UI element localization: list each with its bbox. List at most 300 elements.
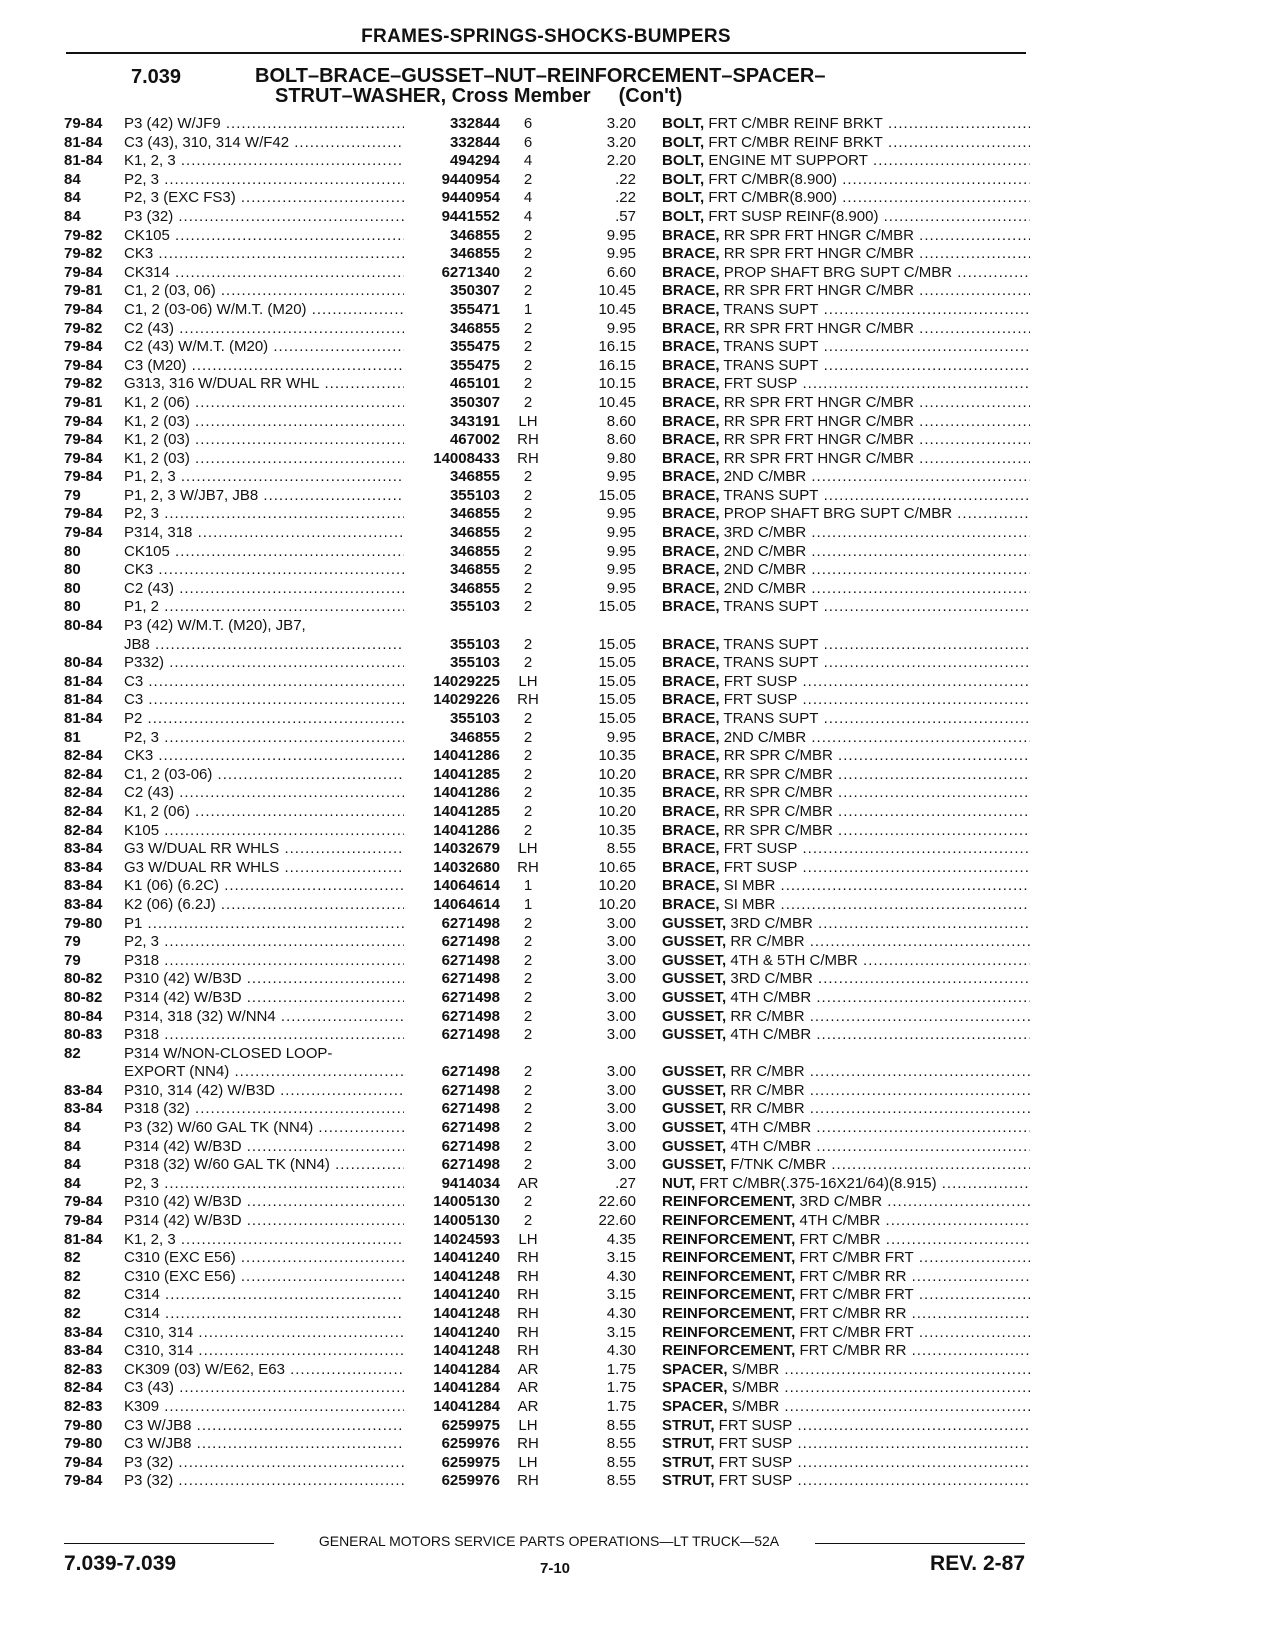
row-years: 79-84 [64,115,103,132]
row-years: 82-84 [64,802,103,820]
row-part-detail: 4TH C/MBR [730,1026,812,1044]
row-part-name: BOLT, [662,207,705,225]
row-application: P2 ..... [124,710,404,729]
row-application: C310 (EXC E56) ..... [124,1268,404,1287]
row-years: 80 [64,598,81,616]
row-years: 82-84 [64,765,103,783]
row-description [662,189,1030,208]
row-part-name: GUSSET, [662,1063,727,1081]
row-price: 8.55 [606,840,636,858]
row-years: 82-84 [64,747,103,765]
row-part-number: 14041240 [433,1249,500,1267]
row-part-detail: TRANS SUPT [723,654,819,672]
row-application: P2, 3 (EXC FS3) ..... [124,189,404,208]
row-part-number: 9441552 [441,207,500,225]
row-years: 83-84 [64,1100,103,1118]
row-description [662,1342,1030,1361]
part-row [0,264,1280,283]
row-quantity: 2 [523,654,533,672]
row-description [662,394,1030,413]
row-part-number: 346855 [449,561,500,579]
row-application: CK105 ..... [124,543,404,562]
row-part-name: BRACE, [662,561,720,579]
row-quantity: 6 [523,133,533,151]
row-application: P314 W/NON-CLOSED LOOP- [124,1044,333,1062]
row-description [662,1231,1030,1250]
row-part-name: BRACE, [662,356,720,374]
row-price: 4.35 [606,1230,636,1248]
row-application: P314 (42) W/B3D ..... [124,1212,404,1231]
row-years: 80-84 [64,654,103,672]
row-application: K1, 2 (03) ..... [124,413,404,432]
row-part-detail: FRT SUSP [723,375,798,393]
row-price: 1.75 [606,1360,636,1378]
row-description [662,673,1030,692]
part-row [0,1138,1280,1157]
row-part-detail: 4TH C/MBR [730,1137,812,1155]
row-quantity: LH [518,1453,538,1471]
row-description [662,1305,1030,1324]
row-quantity: 2 [523,784,533,802]
row-price: 15.05 [598,654,636,672]
row-price: 9.80 [606,449,636,467]
part-row [0,1100,1280,1119]
row-years: 82-83 [64,1360,103,1378]
row-part-name: REINFORCEMENT, [662,1267,796,1285]
part-row [0,524,1280,543]
row-description [662,1119,1030,1138]
row-application: K1, 2 (06) ..... [124,394,404,413]
row-price: 9.95 [606,245,636,263]
row-part-detail: 2ND C/MBR [723,579,807,597]
row-quantity: 2 [523,635,533,653]
row-part-name: BRACE, [662,858,720,876]
row-application: K1, 2 (03) ..... [124,450,404,469]
row-quantity: RH [517,1267,539,1285]
row-part-number: 14064614 [433,895,500,913]
part-row [0,487,1280,506]
row-part-number: 355103 [449,654,500,672]
row-application: P1, 2, 3 ..... [124,468,404,487]
row-application: K309 ..... [124,1398,404,1417]
row-part-detail: 3RD C/MBR [730,970,813,988]
row-description [662,468,1030,487]
row-part-detail: FRT C/MBR FRT [799,1286,914,1304]
row-part-number: 350307 [449,282,500,300]
row-price: 3.00 [606,988,636,1006]
row-price: 9.95 [606,524,636,542]
row-price: 15.05 [598,691,636,709]
row-part-number: 346855 [449,226,500,244]
row-application: G3 W/DUAL RR WHLS ..... [124,840,404,859]
row-quantity: 2 [523,951,533,969]
row-part-detail: 4TH & 5TH C/MBR [730,951,858,969]
row-quantity: 2 [523,765,533,783]
part-row [0,933,1280,952]
row-application: C2 (43) ..... [124,320,404,339]
row-application: P318 (32) ..... [124,1100,404,1119]
row-part-detail: FRT SUSP [723,691,798,709]
part-row [0,729,1280,748]
row-description [662,301,1030,320]
part-row [0,338,1280,357]
row-application: P1 ..... [124,915,404,934]
row-application: C314 ..... [124,1305,404,1324]
row-part-detail: TRANS SUPT [723,338,819,356]
row-years: 81-84 [64,691,103,709]
part-row [0,952,1280,971]
row-quantity: LH [518,672,538,690]
row-years: 79 [64,486,81,504]
row-application: P314 (42) W/B3D ..... [124,989,404,1008]
part-row [0,617,1280,636]
row-quantity: 2 [523,970,533,988]
row-part-name: BRACE, [662,784,720,802]
part-row [0,450,1280,469]
row-part-number: 9440954 [441,170,500,188]
row-part-number: 6271498 [441,1119,500,1137]
row-part-name: GUSSET, [662,1081,727,1099]
row-price: 3.15 [606,1323,636,1341]
row-years: 79-82 [64,319,103,337]
row-description [662,1193,1030,1212]
row-part-name: BRACE, [662,765,720,783]
part-row [0,1175,1280,1194]
row-part-number: 6271498 [441,1026,500,1044]
row-part-detail: FRT C/MBR REINF BRKT [708,115,883,132]
row-part-detail: RR SPR FRT HNGR C/MBR [723,245,914,263]
part-row [0,301,1280,320]
row-quantity: 2 [523,579,533,597]
row-quantity: RH [517,1435,539,1453]
row-part-name: BRACE, [662,300,720,318]
row-description [662,320,1030,339]
row-part-name: REINFORCEMENT, [662,1342,796,1360]
row-part-detail: TRANS SUPT [723,356,819,374]
row-years: 84 [64,170,81,188]
row-application: CK3 ..... [124,561,404,580]
row-quantity: 2 [523,375,533,393]
row-quantity: 1 [523,895,533,913]
row-years: 82 [64,1286,81,1304]
row-part-detail: RR SPR FRT HNGR C/MBR [723,282,914,300]
row-application: P332) ..... [124,654,404,673]
row-quantity: 2 [523,1137,533,1155]
row-part-number: 355471 [449,300,500,318]
row-part-detail: FRT C/MBR FRT [799,1249,914,1267]
row-price: 10.20 [598,802,636,820]
row-quantity: 2 [523,802,533,820]
part-row [0,208,1280,227]
row-quantity: LH [518,1230,538,1248]
row-description [662,1268,1030,1287]
row-quantity: 2 [523,561,533,579]
row-application: C3 W/JB8 ..... [124,1435,404,1454]
part-row [0,598,1280,617]
row-part-detail: RR C/MBR [730,1007,805,1025]
row-part-name: BRACE, [662,728,720,746]
row-description [662,952,1030,971]
part-row [0,1082,1280,1101]
row-description [662,1100,1030,1119]
row-part-name: BRACE, [662,710,720,727]
row-part-number: 14041286 [433,747,500,765]
row-years: 84 [64,207,81,225]
row-price: 10.35 [598,784,636,802]
row-years: 81-84 [64,672,103,690]
row-application: CK3 ..... [124,245,404,264]
row-part-number: 346855 [449,524,500,542]
row-application: C1, 2 (03-06) W/M.T. (M20) ..... [124,301,404,320]
row-application: K1, 2 (03) ..... [124,431,404,450]
row-quantity: 2 [523,1081,533,1099]
row-part-detail: FRT C/MBR FRT [799,1323,914,1341]
part-row [0,115,1280,134]
row-part-name: BRACE, [662,245,720,263]
row-description [662,1063,1030,1082]
row-part-number: 14041284 [433,1379,500,1397]
row-quantity: 2 [523,486,533,504]
section-title-line2 [255,86,825,106]
row-years: 79 [64,933,81,951]
row-description [662,1026,1030,1045]
part-row [0,1231,1280,1250]
row-part-detail: TRANS SUPT [723,635,819,653]
row-part-detail: RR SPR C/MBR [723,765,833,783]
part-row [0,636,1280,655]
row-part-detail: 4TH C/MBR [730,988,812,1006]
part-row [0,134,1280,153]
row-description [662,710,1030,729]
row-price: 3.20 [606,133,636,151]
row-application: P310 (42) W/B3D ..... [124,970,404,989]
footer-revision: REV. 2-87 [930,1552,1025,1575]
row-part-detail: FRT SUSP [723,858,798,876]
row-years: 83-84 [64,1342,103,1360]
row-application: P3 (32) ..... [124,1472,404,1491]
row-quantity: AR [517,1379,539,1397]
row-description [662,933,1030,952]
row-application: P2, 3 ..... [124,933,404,952]
row-description [662,1379,1030,1398]
part-row [0,1435,1280,1454]
part-row [0,561,1280,580]
part-row [0,896,1280,915]
row-application: JB8 ..... [124,636,404,655]
row-years: 79-84 [64,524,103,542]
part-row [0,505,1280,524]
part-row [0,1361,1280,1380]
row-quantity: 4 [523,152,533,170]
row-years: 79-84 [64,263,103,281]
row-part-name: REINFORCEMENT, [662,1305,796,1322]
parts-list [0,115,1280,1491]
row-description [662,134,1030,153]
row-price: 9.95 [606,226,636,244]
row-years: 82-83 [64,1397,103,1415]
row-part-number: 6271498 [441,914,500,932]
row-part-name: GUSSET, [662,1007,727,1025]
row-quantity: 2 [523,1063,533,1081]
row-part-name: SPACER, [662,1360,728,1378]
row-description [662,1454,1030,1473]
row-part-detail: FRT C/MBR REINF BRKT [708,133,883,151]
row-part-detail: RR C/MBR [730,1063,805,1081]
row-quantity: 2 [523,263,533,281]
row-price: 8.55 [606,1416,636,1434]
row-price: .27 [615,1174,636,1192]
row-part-number: 346855 [449,579,500,597]
row-years: 79-82 [64,375,103,393]
row-part-number: 6271340 [441,263,500,281]
row-part-name: REINFORCEMENT, [662,1323,796,1341]
row-part-number: 14005130 [433,1193,500,1211]
row-application: C2 (43) ..... [124,580,404,599]
part-row [0,1417,1280,1436]
row-part-detail: FRT C/MBR(8.900) [708,189,838,207]
part-row [0,673,1280,692]
section-number: 7.039 [131,66,182,88]
row-quantity: 2 [523,821,533,839]
row-part-number: 6271498 [441,1100,500,1118]
part-row [0,227,1280,246]
row-part-number: 6271498 [441,1156,500,1174]
row-part-number: 14032680 [433,858,500,876]
row-quantity: 2 [523,598,533,616]
row-price: 15.05 [598,598,636,616]
row-part-name: BOLT, [662,170,705,188]
row-part-number: 355475 [449,338,500,356]
row-years: 79-81 [64,282,103,300]
row-part-name: GUSSET, [662,1026,727,1044]
row-part-number: 6271498 [441,988,500,1006]
row-price: 3.00 [606,1081,636,1099]
row-price: 22.60 [598,1212,636,1230]
section-title-continued: (Con't) [618,85,683,107]
row-part-number: 355103 [449,635,500,653]
row-part-number: 350307 [449,393,500,411]
part-row [0,394,1280,413]
row-part-name: BRACE, [662,542,720,560]
part-row [0,1063,1280,1082]
row-price: 1.75 [606,1397,636,1415]
row-description [662,208,1030,227]
row-part-name: GUSSET, [662,988,727,1006]
row-part-detail: TRANS SUPT [723,710,819,727]
row-part-name: REINFORCEMENT, [662,1286,796,1304]
row-price: 10.20 [598,877,636,895]
row-description [662,784,1030,803]
part-row [0,245,1280,264]
part-row [0,915,1280,934]
row-years: 79-84 [64,1472,103,1490]
row-years: 83-84 [64,840,103,858]
row-years: 79-82 [64,226,103,244]
row-application: C3 ..... [124,673,404,692]
part-row [0,710,1280,729]
row-description [662,1417,1030,1436]
row-price: 16.15 [598,356,636,374]
row-price: 9.95 [606,561,636,579]
row-part-detail: RR SPR FRT HNGR C/MBR [723,393,914,411]
row-part-detail: RR C/MBR [730,933,805,951]
row-quantity: 2 [523,1007,533,1025]
row-description [662,1212,1030,1231]
row-quantity: RH [517,449,539,467]
row-part-number: 14064614 [433,877,500,895]
row-price: 3.00 [606,970,636,988]
row-years: 80 [64,561,81,579]
row-years: 84 [64,1174,81,1192]
row-quantity: AR [517,1174,539,1192]
row-part-number: 346855 [449,542,500,560]
row-part-name: BRACE, [662,747,720,765]
row-part-name: BRACE, [662,468,720,486]
row-part-name: BRACE, [662,821,720,839]
row-part-name: BRACE, [662,877,720,895]
row-description [662,580,1030,599]
part-row [0,152,1280,171]
row-application: P3 (32) W/60 GAL TK (NN4) ..... [124,1119,404,1138]
row-part-detail: FRT C/MBR RR [799,1342,907,1360]
row-application: K1, 2 (06) ..... [124,803,404,822]
row-description [662,524,1030,543]
part-row [0,1305,1280,1324]
row-price: 8.55 [606,1435,636,1453]
part-row [0,413,1280,432]
row-application: C3 W/JB8 ..... [124,1417,404,1436]
row-application: C314 ..... [124,1286,404,1305]
row-years: 79-80 [64,1416,103,1434]
row-quantity: 2 [523,747,533,765]
footer-rule-left [64,1543,274,1544]
row-description [662,1156,1030,1175]
row-price: 4.30 [606,1305,636,1322]
part-row [0,431,1280,450]
row-part-detail: SI MBR [723,877,776,895]
part-row [0,468,1280,487]
row-application: P3 (32) ..... [124,208,404,227]
row-part-number: 6271498 [441,951,500,969]
row-quantity: 4 [523,207,533,225]
row-part-number: 6259976 [441,1472,500,1490]
row-description [662,505,1030,524]
row-application: C2 (43) W/M.T. (M20) ..... [124,338,404,357]
row-application: CK3 ..... [124,747,404,766]
row-part-name: GUSSET, [662,1119,727,1137]
row-part-detail: FRT SUSP REINF(8.900) [708,207,879,225]
part-row [0,1212,1280,1231]
part-row [0,1342,1280,1361]
row-price: 8.55 [606,1472,636,1490]
row-part-name: BRACE, [662,486,720,504]
row-years: 82-84 [64,784,103,802]
row-years: 79-81 [64,393,103,411]
row-description [662,729,1030,748]
row-price: 10.45 [598,393,636,411]
row-years: 81-84 [64,1230,103,1248]
row-part-number: 14005130 [433,1212,500,1230]
part-row [0,803,1280,822]
footer-rule-right [815,1543,1025,1544]
row-part-name: BRACE, [662,691,720,709]
row-part-name: BRACE, [662,431,720,449]
row-application: K1, 2, 3 ..... [124,152,404,171]
row-price: 3.15 [606,1286,636,1304]
part-row [0,1398,1280,1417]
row-description [662,245,1030,264]
row-years: 82 [64,1044,81,1062]
